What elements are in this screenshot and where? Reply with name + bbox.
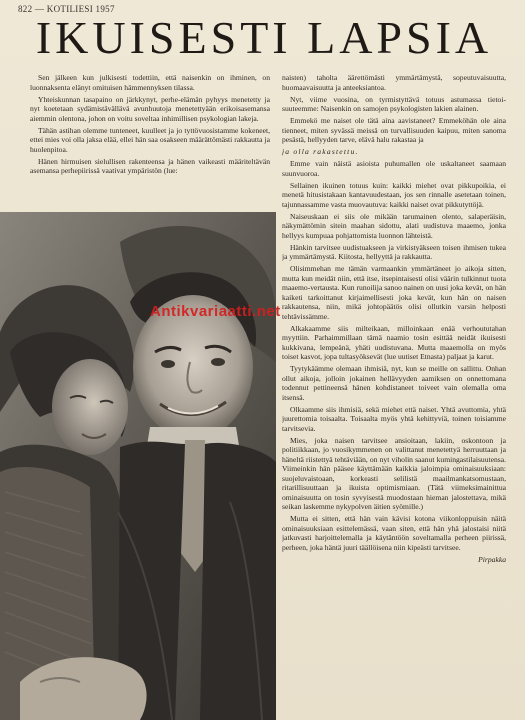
paragraph: Sellainen ikuinen totuus kuin: kaikki miehet ovat pikkupoikia, ei menetä hitusistakaan kantavuudestaan, jos sen rinnalle asetetaan toinen, tajunnassamme vasta muovautuva: kaikki naiset ovat pikkutyttöjä. (282, 180, 506, 209)
article-title: IKUISESTI LAPSIA (35, 12, 493, 63)
paragraph: Naiseuskaan ei siis ole mikään tarumainen olento, salaperäisin, näkymättömin sitein maahan sidottu, alati uudistuva maaemo, jonka hellyys kumpuaa pohjattomista luonnon lähteistä. (282, 211, 506, 240)
paragraph: Nyt, viime vuosina, on tyrmistyttävä totuus astumassa tietoisuuteemme: Naisenkin on samojen psykologisten lakien alainen. (282, 94, 506, 113)
running-head: 822 — KOTILIESI 1957 (18, 4, 115, 14)
right-column-text (282, 73, 506, 709)
paragraph: naisten) taholta äärettömästi ymmärtämystä, sopeutuvaisuutta, huomaavaisuutta ja anteeksiantoa. (282, 73, 506, 92)
paragraph: Olkaamme siis ihmisiä, sekä miehet että naiset. Yhtä avuttomia, yhtä juurettomia toisaalta. Toisaalta myös yhtä kehittyviä, toinen toisiamme tarvitsevia. (282, 404, 506, 433)
paragraph: Hänen hirmuisen sielullisen rakenteensa ja hänen vaikeasti määriteltävän asemansa perhepiirissä vaativat ympäristön (lue: (30, 156, 270, 175)
watermark-text: Antikvariaatti.net (150, 303, 281, 320)
paragraph: Yhteiskunnan tasapaino on järkkynyt, perhe-elämän pyhyys menetetty ja nyt koetetaan sydämistävällävä avunhuutoja menetettyään erikoisasemansa aiemmin olentona, johon on voitu soveltaa inhimillisen psykologian lakeja. (30, 94, 270, 123)
couple-photograph (0, 212, 276, 720)
photo-illustration (0, 212, 276, 720)
author-signature: Pirpakka (478, 554, 506, 564)
paragraph: Alkakaamme siis milteikaan, milloinkaan enää verhoututahan myyttiin. Parhaimmillaan tämä naamio tosin esittää neidät ikuisesti kukkivana, lempeänä, yhäti uudistuvana. Mutta maaemolla on myös toiset kasvot, jopa tultasyöksevät (lue uutiset Etnasta) paljaat ja karut. (282, 323, 506, 361)
left-column-text (30, 73, 270, 208)
paragraph: Emme vain näistä asioista puhumallen ole uskaltaneet saamaan suunvuoroa. (282, 159, 506, 178)
paragraph: Mies, joka naisen tarvitsee ansioitaan, lakiin, oskontoon ja politiikkaan, jo vuosikymmenen on valittanut menetettyä herruuttaan ja häneltä riistettyä tehtäviään, on nyt viholin saanut kumingastilaisuutensa. Viimeinkin hän pääsee käyttämään kaikkia jaloimpia ominaisuuksiaan: suojeluvaistoaan, korkeasti selilistä maailmankatsomustaan, ritarillisuuttaan ja ikuista optimismiaan. (Tätä viimeksimainittua ominaisuutta on tosin syvyisestä muodostaan hieman jalostettava, mikä seikan laskemme nykypolven äitien syömille.) (282, 435, 506, 511)
paragraph: Sen jälkeen kun julkisesti todettiin, että naisenkin on ihminen, on luonnaksenta elänyt omituisen hämmennyksen tilassa. (30, 73, 270, 92)
paragraph-emphasis: ja olla rakastettu. (282, 147, 359, 156)
paragraph: Hänkin tarvitsee uudistuakseen ja virkistyäkseen toisen ihmisen tukea ja ymmärtämystä. Kiitosta, hellyyttä ja rakkautta. (282, 242, 506, 261)
paragraph: Emmekö me naiset ole tätä aina aavistaneet? Emmeköhän ole aina tienneet, miten syvässä meissä on turvallisuuden kaipuu, miten sanoma pesästä, hellyyden tarve, elävä halu rakastaa ja (282, 116, 506, 144)
paragraph: Mutta ei sitten, että hän vain kävisi kotona viikonloppuisin näitä ominaisuuksiaan esittelemässä, vaan siten, että hän yhä jalostaisi niitä jatkuvasti harjoittelemalla ja käytäntöön soveltamalla perheen piirissä, perheen, joka häntä juuri täällöisena niin kipeästi tarvitsee. (282, 514, 506, 552)
paragraph: Tyytykäämme olemaan ihmisiä, nyt, kun se meille on sallittu. Onhan ollut aikoja, jolloin jokainen hellävyyden aamiksen on onnettomana todennut pettineensä hänen kohdistaneet toiveet vain olemalla oma itsensä. (282, 364, 506, 402)
paragraph: Tähän astihan olemme tunteneet, kuulleet ja jo tyttövuosistamme kokeneet, ettei mies voi olla jaksa elää, ellei hän saa osakseen määrättömästi rakkautta ja huolenpitoa. (30, 125, 270, 154)
paragraph: Olisimmehan me tämän varmaankin ymmärtäneet jo aikoja sitten, mutta kun meidät niin, että itse, itsepintaisesti olisi väärin tulkinnut tuota maaemo-vertausta. Kun runoilija sanoo nainen on uusi joka kevät, on hän kaiketi tarkoittanut kirjaimellisesti joka kevät, kun hän on naisen rakkautensa, niin, mikä johtopäätös olisi ollutkin varsin helposti tehtävissämme. (282, 264, 506, 321)
